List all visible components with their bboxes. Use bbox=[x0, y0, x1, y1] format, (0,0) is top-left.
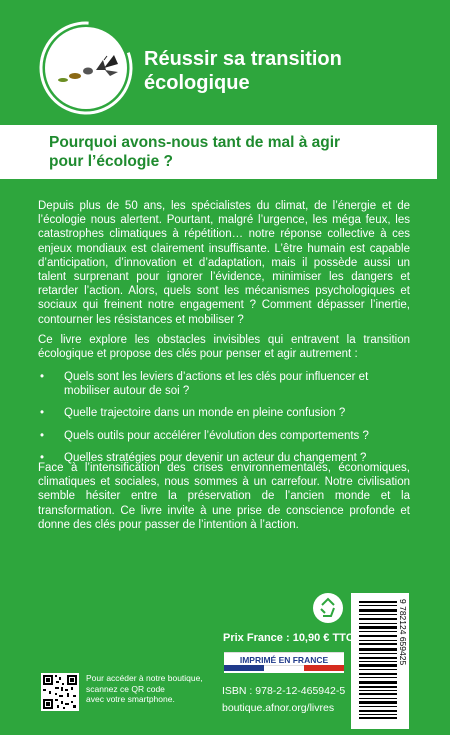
printed-in-badge bbox=[224, 652, 344, 673]
bullet-icon: • bbox=[40, 407, 45, 420]
bullet-icon: • bbox=[40, 429, 45, 442]
series-title-line1: Réussir sa transition bbox=[144, 48, 342, 70]
isbn-label: ISBN : 978-2-12-465942-5 bbox=[222, 685, 346, 697]
question-line2: pour l’écologie ? bbox=[49, 153, 174, 170]
question-line1: Pourquoi avons-nous tant de mal à agir bbox=[49, 134, 341, 151]
bullet-text: Quels sont les leviers d’actions et les clés pour influencer et mobiliser autour de soi ? bbox=[64, 371, 369, 398]
bullet-item bbox=[38, 429, 410, 443]
bullet-text: Quelle trajectoire dans un monde en pleine confusion ? bbox=[64, 407, 346, 420]
bullet-text: Quels outils pour accélérer l’évolution des comportements ? bbox=[64, 429, 369, 442]
qr-caption bbox=[86, 673, 216, 705]
french-flag-icon bbox=[224, 665, 344, 671]
website-link[interactable]: boutique.afnor.org/livres bbox=[222, 702, 335, 714]
series-logo-icon bbox=[38, 20, 134, 116]
bullet-item bbox=[38, 370, 410, 398]
price-label: Prix France : 10,90 € TTC bbox=[223, 632, 354, 644]
barcode bbox=[351, 593, 409, 729]
recycle-icon bbox=[312, 592, 344, 624]
question-heading bbox=[49, 133, 429, 171]
explore-paragraph: Ce livre explore les obstacles invisibles qui entravent la transition écologique et propose des clés pour penser et agir autrement : bbox=[38, 334, 410, 361]
bullet-text: Quelles stratégies pour devenir un acteur du changement ? bbox=[64, 451, 367, 464]
bullet-list bbox=[38, 370, 410, 473]
printed-in-text: IMPRIMÉ EN FRANCE bbox=[239, 655, 329, 665]
qr-caption-line3: avec votre smartphone. bbox=[86, 694, 175, 704]
conclusion-paragraph: Face à l’intensification des crises environnementales, économiques, climatiques et sociales, nous sommes à un carrefour. Notre civilisation semble hésiter entre la préservation de l’ancien monde et la transformation. Ce livre invite à une prise de conscience profonde et donne des clés pour passer de l’intention à l’action. bbox=[38, 462, 410, 531]
intro-paragraph: Depuis plus de 50 ans, les spécialistes du climat, de l’énergie et de l’écologie nous alertent. Pourtant, malgré l’urgence, les méga feux, les catastrophes climatiques à répétition… notre réponse collective à ces enjeux mondiaux est clairement insuffisante. L’être humain est capable d’anticipation, d’innovation et d’adaptation, mais il possède aussi un talent surprenant pour ignorer l’évidence, minimiser les dangers et retarder l’action. Alors, quels sont les mécanismes psychologiques et sociaux qui freinent notre engagement ? Comment dépasser l’inertie, contourner les résistances et mobiliser ? bbox=[38, 200, 410, 326]
series-title-line2: écologique bbox=[144, 72, 250, 94]
bullet-item bbox=[38, 406, 410, 420]
qr-caption-line2: scannez ce QR code bbox=[86, 683, 165, 694]
qr-caption-line1: Pour accéder à notre boutique, bbox=[86, 673, 203, 683]
qr-code-icon[interactable] bbox=[41, 673, 79, 711]
barcode-number: 9 782124 659425 bbox=[398, 599, 408, 666]
question-band bbox=[0, 125, 437, 179]
series-title bbox=[144, 47, 404, 95]
bullet-icon: • bbox=[40, 371, 45, 383]
bullet-icon: • bbox=[40, 451, 45, 464]
